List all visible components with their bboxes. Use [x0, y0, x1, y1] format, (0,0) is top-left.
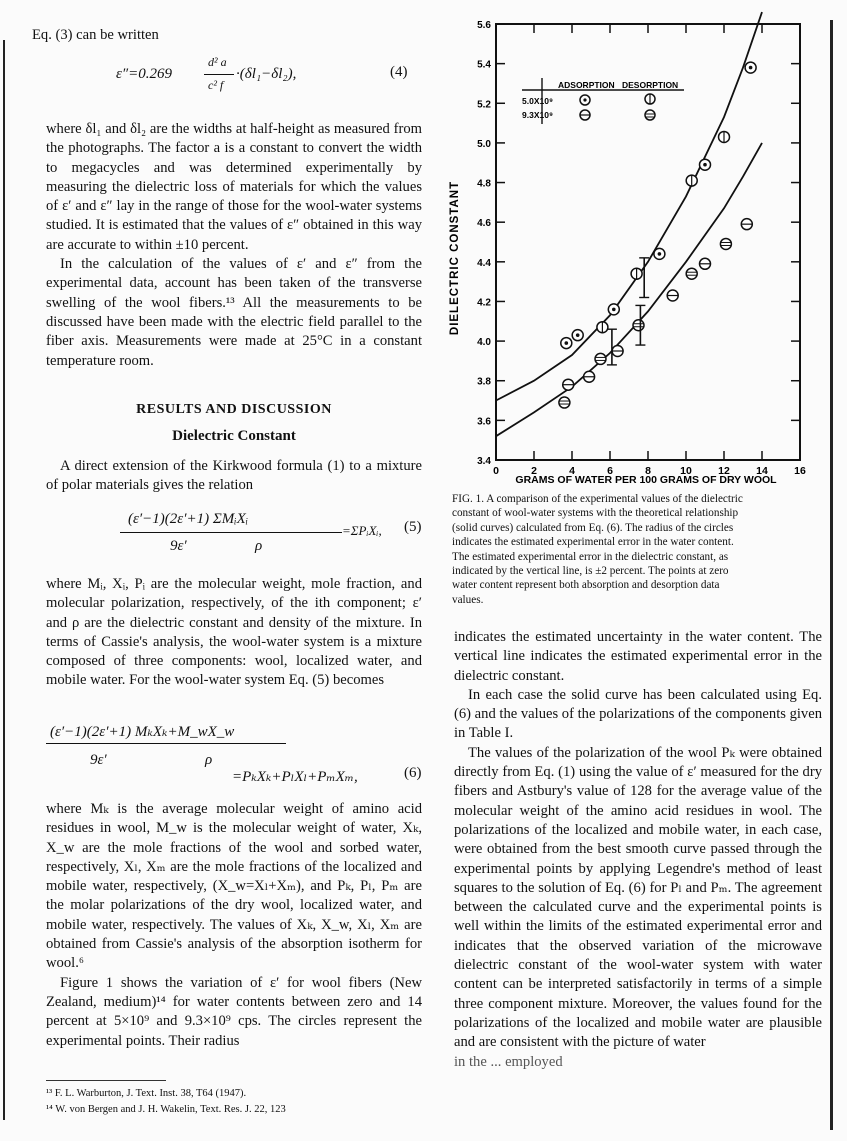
y-tick-label-7: 4.8 [477, 178, 491, 190]
left-paragraphs-1 [46, 120, 422, 371]
point-adsorption-dot-s0-4 [703, 163, 707, 167]
x-tick-label-1: 2 [531, 465, 537, 477]
footnote-14: ¹⁴ W. von Bergen and J. H. Wakelin, Text. Res. J. 22, 123 [46, 1104, 286, 1115]
point-desorption-s1-3 [686, 268, 697, 279]
caption-line-3: (solid curves) calculated from Eq. (6). The radius of the circles [452, 521, 734, 534]
eq4-rhs: ·(δl₁−δl₂), [236, 66, 297, 82]
legend-adsorption-header: ADSORPTION [558, 80, 615, 90]
y-tick-label-10: 5.4 [477, 59, 491, 71]
figure-1-chart [438, 8, 822, 498]
y-tick-label-11: 5.6 [477, 20, 491, 31]
caption-line-2: constant of wool-water systems with the theoretical relationship [452, 507, 739, 520]
intro-text: Eq. (3) can be written [32, 27, 159, 43]
point-adsorption-dot-s0-2 [612, 308, 616, 312]
legend-row-5e9: 5.0X10⁹ [522, 96, 553, 106]
paragraph-components: where Mᵢ, Xᵢ, Pᵢ are the molecular weight, mole fraction, and molecular polarization, respectively, of the ith component; ε′ and ρ are the dielectric constant and density of the mixture. In terms of Cassie's analysis, the wool-water system is a mixture composed of three components: wool, localized water, and mobile water. For the wool-water system Eq. (5) becomes [46, 576, 422, 689]
x-tick-label-6: 12 [718, 465, 730, 477]
y-tick-label-5: 4.4 [477, 257, 491, 269]
point-adsorption-dot-s0-3 [658, 252, 662, 256]
x-tick-label-8: 16 [794, 465, 806, 477]
y-tick-label-4: 4.2 [477, 297, 491, 309]
y-tick-label-8: 5.0 [477, 138, 491, 150]
legend-row-9e9: 9.3X10⁹ [522, 110, 553, 120]
curve-series-0 [496, 12, 762, 400]
chart-legend [522, 78, 684, 124]
eq6-rhs: =PₖXₖ+PₗXₗ+PₘXₘ, [232, 769, 358, 785]
eq4-number: (4) [390, 64, 408, 80]
point-adsorption-dot-s0-0 [565, 341, 569, 345]
y-tick-label-0: 3.4 [477, 456, 491, 467]
x-tick-label-7: 14 [756, 465, 768, 477]
caption-line-8: values. [452, 593, 484, 606]
caption-line-1: FIG. 1. A comparison of the experimental values of the dielectric [452, 493, 743, 505]
eq6-top: (ε′−1)(2ε′+1) MₖXₖ+M_wX_w [50, 724, 235, 740]
eq6-number: (6) [404, 765, 422, 781]
y-tick-label-1: 3.6 [477, 416, 491, 428]
x-tick-label-3: 6 [607, 465, 613, 477]
point-desorption-s1-1 [595, 353, 606, 364]
eq4-lhs: ε″=0.269 [116, 66, 173, 82]
x-tick-label-5: 10 [680, 465, 692, 477]
eq5-number: (5) [404, 519, 422, 535]
left-paragraph-components [46, 575, 422, 691]
paragraph-kirkwood: A direct extension of the Kirkwood formula (1) to a mixture of polar materials gives the relation [46, 458, 422, 494]
left-paragraph-kirkwood [46, 457, 422, 496]
left-page-edge [3, 40, 5, 1120]
section-heading: RESULTS AND DISCUSSION [136, 402, 332, 417]
footnote-13: ¹³ F. L. Warburton, J. Text. Inst. 38, T64 (1947). [46, 1088, 247, 1099]
paragraph-widths: where δl₁ and δl₂ are the widths at half-height as measured from the photographs. The factor a is a constant to convert the width to megacycles and was determined experimentally by measuring the dielectric loss of materials for which the values of ε′ and ε″ lay in the range of those for the wool-water systems studied. It is estimated that the values of ε″ obtained in this way are accurate to within ±10 percent. [46, 121, 422, 253]
subsection-heading: Dielectric Constant [172, 428, 296, 444]
paragraph-calculation: In the calculation of the values of ε′ and ε″ from the experimental data, account has been taken of the transverse swelling of the wool fibers.¹³ All the measurements to be discussed have been made with the electric field parallel to the fiber axis. Measurements were made at 25°C in a constant temperature room. [46, 256, 422, 369]
x-tick-label-4: 8 [645, 465, 651, 477]
paragraph-figure1: Figure 1 shows the variation of ε′ for wool fibers (New Zealand, medium)¹⁴ for water contents between zero and 14 percent at 5×10⁹ and 9.3×10⁹ cps. The circles represent the experimental points. Their radius [46, 974, 422, 1049]
y-tick-label-9: 5.2 [477, 99, 491, 111]
caption-line-4: indicates the estimated experimental error in the water content. [452, 536, 734, 549]
eq5-rhs: =ΣPᵢXᵢ, [342, 523, 382, 538]
eq5-top: (ε′−1)(2ε′+1) ΣMᵢXᵢ [128, 511, 249, 527]
eq5-frac-bar [120, 532, 342, 533]
paragraph-solid-curve: In each case the solid curve has been calculated using Eq. (6) and the values of the polarizations of the components given in Table I. [454, 686, 822, 742]
right-paragraphs [454, 628, 822, 1128]
left-paragraphs-2 [46, 800, 422, 1051]
eq5-bot1: 9ε′ [170, 538, 187, 554]
eq6-bot2: ρ [205, 752, 213, 768]
x-tick-label-0: 0 [493, 465, 499, 477]
footnote-rule [46, 1080, 166, 1081]
figure-1-caption [452, 492, 820, 607]
y-tick-label-2: 3.8 [477, 376, 491, 388]
x-tick-label-2: 4 [569, 465, 575, 477]
point-adsorption-dot-s0-1 [576, 333, 580, 337]
eq5-bot2: ρ [255, 538, 263, 554]
caption-line-7: water content represent both absorption and desorption data [452, 579, 720, 592]
paragraph-tail: in the ... employed [454, 1053, 563, 1070]
paragraph-polarization: The values of the polarization of the wool Pₖ were obtained directly from Eq. (1) using the value of ε′ measured for the dry fibers and Astbury's value of 128 for the average value of the molecular weight of the amino acid residues in wool. The polarizations of the localized and mobile water, in each case, were obtained from the best smooth curve passed through the experimental points by applying Legendre's method of least squares to the solution of Eq. (6) for Pₗ and Pₘ. The agreement between the calculated curve and the experimental points is well within the limits of the estimated experimental error and indicates that the observed variation of the microwave dielectric constant of the wool-water system with water content can be interpreted satisfactorily in terms of a simple three component mixture. Moreover, the values found for the polarizations of the localized and mobile water are plausible and are consistent with the picture of water [454, 744, 822, 1051]
chart-ylabel: DIELECTRIC CONSTANT [449, 180, 461, 336]
intro-line [32, 26, 422, 45]
caption-line-6: indicated by the vertical line, is ±2 percent. The points at zero [452, 565, 729, 578]
eq4-frac-bar [204, 74, 234, 75]
eq4-frac-top: d² a [208, 55, 227, 69]
eq6-frac-bar [46, 743, 286, 744]
y-tick-label-3: 4.0 [477, 337, 491, 349]
legend-marker-adsorption-5e9-dot [583, 98, 586, 101]
legend-desorption-header: DESORPTION [622, 80, 679, 90]
legend-marker-desorption-9e9 [645, 110, 655, 120]
right-page-edge [830, 20, 833, 1130]
eq4-frac-bot: c² f [208, 78, 224, 92]
chart-xlabel: GRAMS OF WATER PER 100 GRAMS OF DRY WOOL [515, 474, 777, 486]
point-desorption-s1-4 [720, 238, 731, 249]
point-desorption-s1-0 [559, 397, 570, 408]
paragraph-uncertainty: indicates the estimated uncertainty in the water content. The vertical line indicates the estimated experimental error in the dielectric constant. [454, 629, 822, 684]
y-tick-label-6: 4.6 [477, 218, 491, 230]
caption-line-5: The estimated experimental error in the dielectric constant, as [452, 550, 729, 563]
eq6-bot1: 9ε′ [90, 752, 107, 768]
paragraph-molecular-weights: where Mₖ is the average molecular weight of amino acid residues in wool, M_w is the molecular weight of water, Xₖ, X_w are the mole fractions of the wool and sorbed water, respectively, Xₗ, Xₘ are the mole fractions of the localized and mobile water, respectively, (X_w=Xₗ+Xₘ), and Pₖ, Pₗ, Pₘ are the molar polarizations of the dry wool, localized water, and mobile water, respectively. The values of Xₖ, X_w, Xₗ, Xₘ are obtained from Cassie's analysis of the absorption isotherm for wool.⁶ [46, 801, 422, 972]
point-adsorption-dot-s0-5 [749, 66, 753, 70]
point-desorption-s1-2 [633, 320, 644, 331]
